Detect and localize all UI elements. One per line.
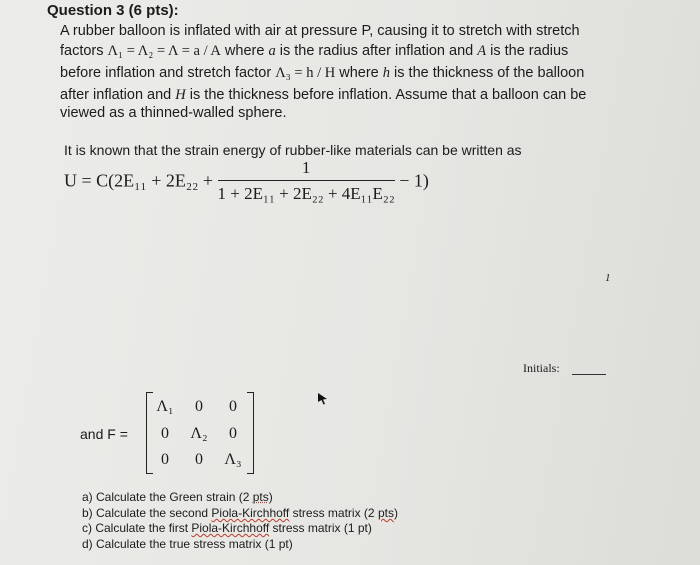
matrix-right-bracket (247, 392, 254, 474)
thickness-stretch-expression: Λ₃ = h / H (275, 65, 336, 81)
fraction-denominator: 1 + 2E₁₁ + 2E₂₂ + 4E₁₁E₂₂ (218, 180, 395, 204)
task-c: c) Calculate the first Piola-Kirchhoff stress matrix (1 pt) (82, 521, 372, 535)
equation-lhs: U = C(2E₁₁ + 2E₂₂ + (64, 170, 214, 191)
matrix-cell: 0 (229, 398, 237, 415)
task-d: d) Calculate the true stress matrix (1 pt) (82, 537, 293, 551)
strain-energy-equation (64, 158, 429, 204)
matrix-cell: 0 (195, 398, 203, 415)
page-number: 1 (605, 272, 611, 284)
fraction-numerator: 1 (301, 158, 311, 177)
matrix-cell: Λ₃ (224, 451, 242, 468)
problem-line-4: after inflation and H is the thickness before inflation. Assume that a balloon can be (60, 87, 587, 103)
cursor-pointer-icon (318, 392, 328, 410)
matrix-cell: 0 (161, 451, 169, 468)
stretch-factor-expression: Λ₁ = Λ₂ = Λ = a / A (107, 43, 221, 59)
problem-line-3: before inflation and stretch factor Λ₃ = h / H where h is the thickness of the balloon (60, 65, 585, 81)
problem-line-1: A rubber balloon is inflated with air at pressure P, causing it to stretch with stretch (60, 23, 580, 39)
initials-label: Initials: (523, 361, 560, 375)
matrix-cell: Λ₁ (156, 398, 174, 415)
matrix-cell: Λ₂ (190, 425, 208, 442)
strain-energy-intro: It is known that the strain energy of rubber-like materials can be written as (64, 142, 522, 158)
matrix-cell: 0 (229, 425, 237, 442)
equation-tail: − 1) (399, 170, 429, 191)
equation-fraction (218, 158, 395, 204)
matrix-prefix: and F = (80, 426, 128, 442)
task-b: b) Calculate the second Piola-Kirchhoff stress matrix (2 pts) (82, 506, 398, 520)
problem-line-2: factors Λ₁ = Λ₂ = Λ = a / A where a is the radius after inflation and A is the radius (60, 43, 569, 59)
initials-field[interactable] (572, 374, 606, 375)
problem-line-5: viewed as a thinned-walled sphere. (60, 105, 287, 121)
matrix-cell: 0 (161, 425, 169, 442)
matrix-cell: 0 (195, 451, 203, 468)
matrix-body (146, 392, 254, 474)
task-a: a) Calculate the Green strain (2 pts) (82, 490, 273, 504)
question-title: Question 3 (6 pts): (47, 2, 179, 19)
